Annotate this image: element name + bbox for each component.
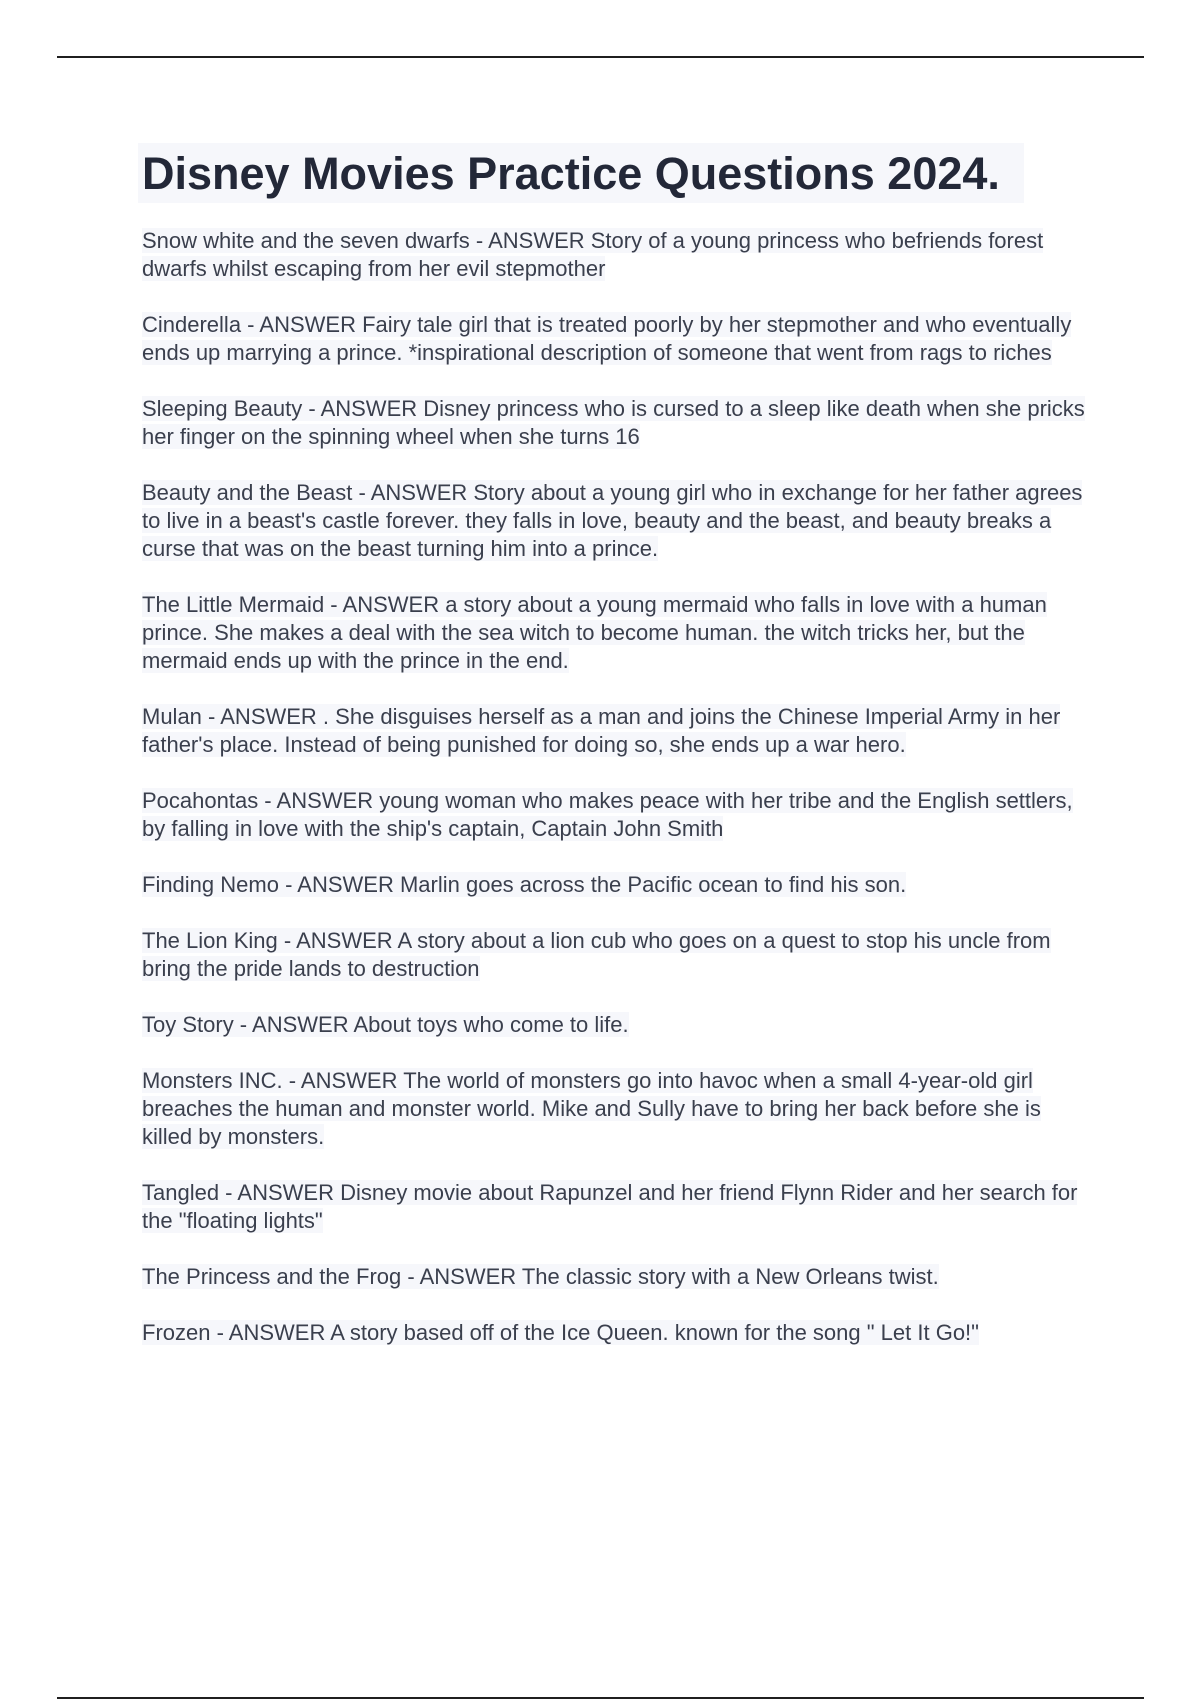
qa-entry (142, 703, 1092, 759)
qa-entry (142, 1319, 1092, 1347)
qa-entry-text: Pocahontas - ANSWER young woman who makes peace with her tribe and the English settlers, by falling in love with the ship's captain, Captain John Smith (142, 788, 1073, 841)
qa-entry (142, 787, 1092, 843)
qa-entry-text: The Little Mermaid - ANSWER a story about a young mermaid who falls in love with a human prince. She makes a deal with the sea witch to become human. the witch tricks her, but the mermaid ends up with the prince in the end. (142, 592, 1047, 673)
qa-entry (142, 871, 1092, 899)
qa-entry-text: Tangled - ANSWER Disney movie about Rapunzel and her friend Flynn Rider and her search for the "floating lights" (142, 1180, 1078, 1233)
qa-entry-text: Cinderella - ANSWER Fairy tale girl that is treated poorly by her stepmother and who eventually ends up marrying a prince. *inspirational description of someone that went from rags to riches (142, 312, 1072, 365)
qa-entry (142, 927, 1092, 983)
qa-entry (142, 1263, 1092, 1291)
qa-entry (142, 395, 1092, 451)
qa-entry (142, 479, 1092, 563)
qa-entry-text: Snow white and the seven dwarfs - ANSWER Story of a young princess who befriends forest dwarfs whilst escaping from her evil stepmother (142, 228, 1044, 281)
top-rule (57, 56, 1144, 58)
qa-entry-text: Toy Story - ANSWER About toys who come to life. (142, 1012, 629, 1037)
qa-entry-text: The Lion King - ANSWER A story about a lion cub who goes on a quest to stop his uncle from bring the pride lands to destruction (142, 928, 1051, 981)
qa-entry-text: Frozen - ANSWER A story based off of the Ice Queen. known for the song " Let It Go!" (142, 1320, 979, 1345)
document-body (142, 143, 1092, 1375)
qa-entry-text: The Princess and the Frog - ANSWER The classic story with a New Orleans twist. (142, 1264, 939, 1289)
qa-entry-text: Monsters INC. - ANSWER The world of monsters go into havoc when a small 4-year-old girl breaches the human and monster world. Mike and Sully have to bring her back before she is killed by monsters. (142, 1068, 1041, 1149)
qa-entry (142, 227, 1092, 283)
qa-entry (142, 1179, 1092, 1235)
qa-entry (142, 311, 1092, 367)
qa-entry (142, 591, 1092, 675)
qa-list (142, 227, 1092, 1347)
document-title: Disney Movies Practice Questions 2024. (138, 143, 1024, 203)
qa-entry (142, 1067, 1092, 1151)
qa-entry-text: Finding Nemo - ANSWER Marlin goes across the Pacific ocean to find his son. (142, 872, 907, 897)
qa-entry-text: Beauty and the Beast - ANSWER Story about a young girl who in exchange for her father agrees to live in a beast's castle forever. they falls in love, beauty and the beast, and beauty breaks a curse that was on the beast turning him into a prince. (142, 480, 1083, 561)
qa-entry-text: Sleeping Beauty - ANSWER Disney princess who is cursed to a sleep like death when she pricks her finger on the spinning wheel when she turns 16 (142, 396, 1085, 449)
bottom-rule (57, 1697, 1144, 1699)
qa-entry-text: Mulan - ANSWER . She disguises herself as a man and joins the Chinese Imperial Army in her father's place. Instead of being punished for doing so, she ends up a war hero. (142, 704, 1061, 757)
qa-entry (142, 1011, 1092, 1039)
